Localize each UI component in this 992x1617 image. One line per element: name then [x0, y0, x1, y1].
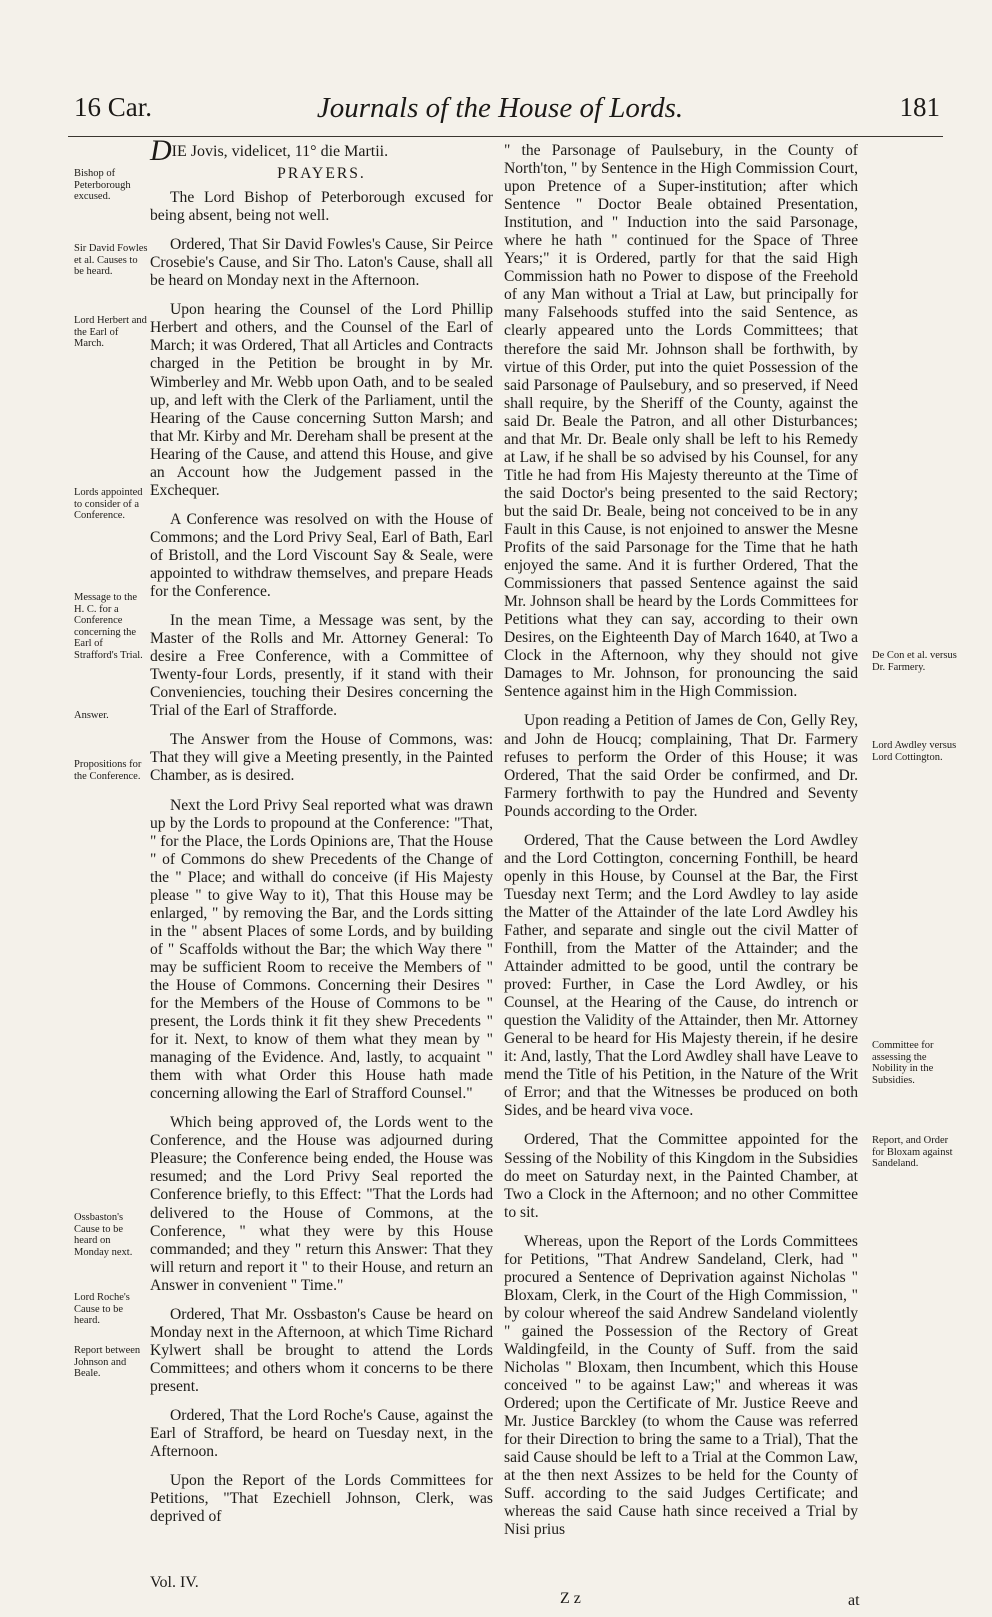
- margin-note: De Con et al. versus Dr. Farmery.: [872, 650, 957, 673]
- margin-note: Propositions for the Conference.: [74, 759, 142, 782]
- entry-paragraph: The Answer from the House of Commons, was: That they will give a Meeting presently, in the Painted Chamber, as is desired.: [150, 731, 493, 785]
- entry-paragraph: Which being approved of, the Lords went to the Conference, and the House was adjourned during Pleasure; the Conference being ended, the House was resumed; and the Lord Privy Seal reported the Conference briefly, to this Effect: "That the Lords had delivered to the House of Commons, at the Conference, " what they were by this House commanded; and they " return this Answer: That they will return and report it " to their House, and return an Answer in convenient " Time.": [150, 1114, 493, 1294]
- margin-note: Bishop of Peterborough excused.: [74, 168, 131, 202]
- margin-note: Lord Awdley versus Lord Cottington.: [872, 740, 957, 763]
- header-title: Journals of the House of Lords.: [316, 92, 684, 124]
- entry-paragraph: Ordered, That the Lord Roche's Cause, against the Earl of Strafford, be heard on Tuesday next, in the Afternoon.: [150, 1407, 493, 1461]
- left-column: [150, 134, 493, 1537]
- margin-note: Lords appointed to consider of a Conference.: [74, 487, 143, 521]
- entry-paragraph: " the Parsonage of Paulsebury, in the County of North'ton, " by Sentence in the High Commission Court, upon Pretence of a Super-institution; after which Sentence " Doctor Beale obtained Presentation, Institution, and " Induction into the said Parsonage, where he hath " continued for the Space of Three Years;" it is Ordered, partly for that the said High Commission hath no Power to dispose of the Freehold of any Man without a Trial at Law, but principally for many Falsehoods stuffed into the said Sentence, as clearly appeared unto the Lords Committees; that therefore the said Mr. Johnson shall be forthwith, by virtue of this Order, put into the quiet Possession of the said Parsonage of Paulsebury, and so preserved, if Need shall require, by the Sheriff of the County, against the said Dr. Beale the Patron, and all other Disturbances; and that Mr. Dr. Beale only shall be left to his Remedy at Law, if he shall be so advised by his Counsel, for any Title he had from His Majesty thereunto at the Time of the said Doctor's being presented to the said Rectory; but the said Dr. Beale, being not conceived to be in any Fault in this Cause, is not enjoined to answer the Mesne Profits of the said Parsonage for the Time that he hath enjoyed the same. And it is further Ordered, That the Commissioners that passed Sentence against the said Mr. Johnson shall be heard by the Lords Committees for Petitions what they can say, according to their own Desires, on the Eighteenth Day of March 1640, at Two a Clock in the Afternoon, why they should not give Damages to Mr. Johnson, for pronouncing the said Sentence against him in the High Commission.: [504, 142, 858, 701]
- header-rule: [68, 136, 943, 137]
- header-page-number: 181: [899, 92, 940, 122]
- entry-paragraph: Ordered, That the Cause between the Lord Awdley and the Lord Cottington, concerning Fonthill, be heard openly in this House, by Counsel at the Bar, the First Tuesday next Term; and the Lord Awdley to lay aside the Matter of the Attainder of the late Lord Awdley his Father, and separate and single out the civil Matter of Fonthill, from the Matter of the Attainder; and the Attainder admitted to be good, until the contrary be proved: Further, in Case the Lord Awdley, or his Counsel, at the Hearing of the Cause, do intrench or question the Validity of the Attainder, then Mr. Attorney General to be heard for His Majesty therein, if he desire it: And, lastly, That the Lord Awdley shall have Leave to mend the Title of his Petition, in the Nature of the Writ of Error; and that the Witnesses be produced on both Sides, and be heard viva voce.: [504, 831, 858, 1120]
- entry-paragraph: In the mean Time, a Message was sent, by the Master of the Rolls and Mr. Attorney General: To desire a Free Conference, with a Committee of Twenty-four Lords, presently, if it stand with their Conveniencies, touching their Desires concerning the Trial of the Earl of Strafforde.: [150, 612, 493, 720]
- entry-paragraph: The Lord Bishop of Peterborough excused for being absent, being not well.: [150, 189, 493, 225]
- volume-mark: Vol. IV.: [150, 1574, 199, 1591]
- entry-paragraph: Upon the Report of the Lords Committees for Petitions, "That Ezechiell Johnson, Clerk, was deprived of: [150, 1472, 493, 1526]
- header-regnal-year: 16 Car.: [74, 92, 152, 122]
- margin-note: Ossbaston's Cause to be heard on Monday next.: [74, 1212, 133, 1258]
- margin-note: Report, and Order for Bloxam against Sandeland.: [872, 1135, 953, 1169]
- dateline-text: IE Jovis, videlicet, 11° die Martii.: [171, 143, 389, 160]
- entry-paragraph: A Conference was resolved on with the House of Commons; and the Lord Privy Seal, Earl of Bath, Earl of Bristoll, and the Lord Viscount Say & Seale, were appointed to withdraw themselves, and prepare Heads for the Conference.: [150, 510, 493, 601]
- entry-paragraph: Whereas, upon the Report of the Lords Committees for Petitions, "That Andrew Sandeland, Clerk, had " procured a Sentence of Deprivation against Nicholas " Bloxam, Clerk, in the Court of the High Commission, " by colour whereof the said Andrew Sandeland violently " gained the Possession of the Rectory of Great Waldingfeild, in the County of Suff. from the said Nicholas " Bloxam, then Incumbent, which this House conceived " to be against Law;" and whereas it was Ordered; upon the Certificate of Mr. Justice Reeve and Mr. Justice Barckley (to whom the Cause was referred for their Direction to bring the same to a Trial), That the said Cause should be left to a Trial at the Common Law, at the then next Assizes to be held for the County of Suff. according to the said Judges Certificate; and whereas the said Cause hath since received a Trial by Nisi prius: [504, 1232, 858, 1539]
- entry-paragraph: Upon reading a Petition of James de Con, Gelly Rey, and John de Houcq; complaining, That Dr. Farmery refuses to perform the Order of this House; it was Ordered, That the said Order be confirmed, and Dr. Farmery forthwith to pay the Hundred and Seventy Pounds according to the Order.: [504, 712, 858, 820]
- margin-note: Sir David Fowles et al. Causes to be heard.: [74, 243, 148, 277]
- dateline: [150, 134, 493, 167]
- signature-mark: Z z: [560, 1590, 581, 1607]
- dateline-initial: D: [150, 134, 172, 167]
- margin-note: Answer.: [74, 710, 109, 721]
- entry-paragraph: Upon hearing the Counsel of the Lord Phillip Herbert and others, and the Counsel of the Earl of March; it was Ordered, That all Articles and Contracts charged in the Petition be brought in by Mr. Wimberley and Mr. Webb upon Oath, and to be sealed up, and left with the Clerk of the Parliament, until the Hearing of the Cause concerning Sutton Marsh; and that Mr. Kirby and Mr. Dereham shall be present at the Hearing of the Cause, and attend this House, and give an Account how the Judgement passed in the Exchequer.: [150, 301, 493, 499]
- margin-note: Lord Roche's Cause to be heard.: [74, 1292, 130, 1326]
- prayers-heading: PRAYERS.: [277, 165, 366, 183]
- right-column: [504, 142, 858, 1551]
- entry-paragraph: Ordered, That Sir David Fowles's Cause, Sir Peirce Crosebie's Cause, and Sir Tho. Laton's Cause, shall all be heard on Monday next in the Afternoon.: [150, 236, 493, 290]
- margin-note: Committee for assessing the Nobility in the Subsidies.: [872, 1040, 934, 1086]
- margin-note: Message to the H. C. for a Conference concerning the Earl of Strafford's Trial.: [74, 592, 143, 661]
- entry-paragraph: Ordered, That the Committee appointed for the Sessing of the Nobility of this Kingdom in the Subsidies do meet on Saturday next, in the Painted Chamber, at Two a Clock in the Afternoon; and no other Committee to sit.: [504, 1131, 858, 1221]
- catchword: at: [848, 1592, 860, 1609]
- margin-note: Report between Johnson and Beale.: [74, 1345, 141, 1379]
- entry-paragraph: Next the Lord Privy Seal reported what was drawn up by the Lords to propound at the Conference: "That, " for the Place, the Lords Opinions are, That the House " of Commons do shew Precedents of the Change of the " Place; and withall do conceive (if His Majesty please " to give Way to it), That this House may be enlarged, " by removing the Bar, and the Lords sitting in the " absent Places of some Lords, and by building of " Scaffolds without the Bar; the which Way there " may be sufficient Room to receive the Members of " the House of Commons. Concerning their Desires " for the Members of the House of Commons to be " present, the Lords think it fit they shew Precedents " for it. Next, to know of them what they mean by " managing of the Evidence. And, lastly, to acquaint " them with what Order this House hath made concerning allowing the Earl of Strafford Counsel.": [150, 796, 493, 1103]
- margin-note: Lord Herbert and the Earl of March.: [74, 315, 147, 349]
- running-header: [60, 88, 940, 132]
- entry-paragraph: Ordered, That Mr. Ossbaston's Cause be heard on Monday next in the Afternoon, at which Time Richard Kylwert shall be brought to attend the Lords Committees; and others whom it concerns to be there present.: [150, 1305, 493, 1395]
